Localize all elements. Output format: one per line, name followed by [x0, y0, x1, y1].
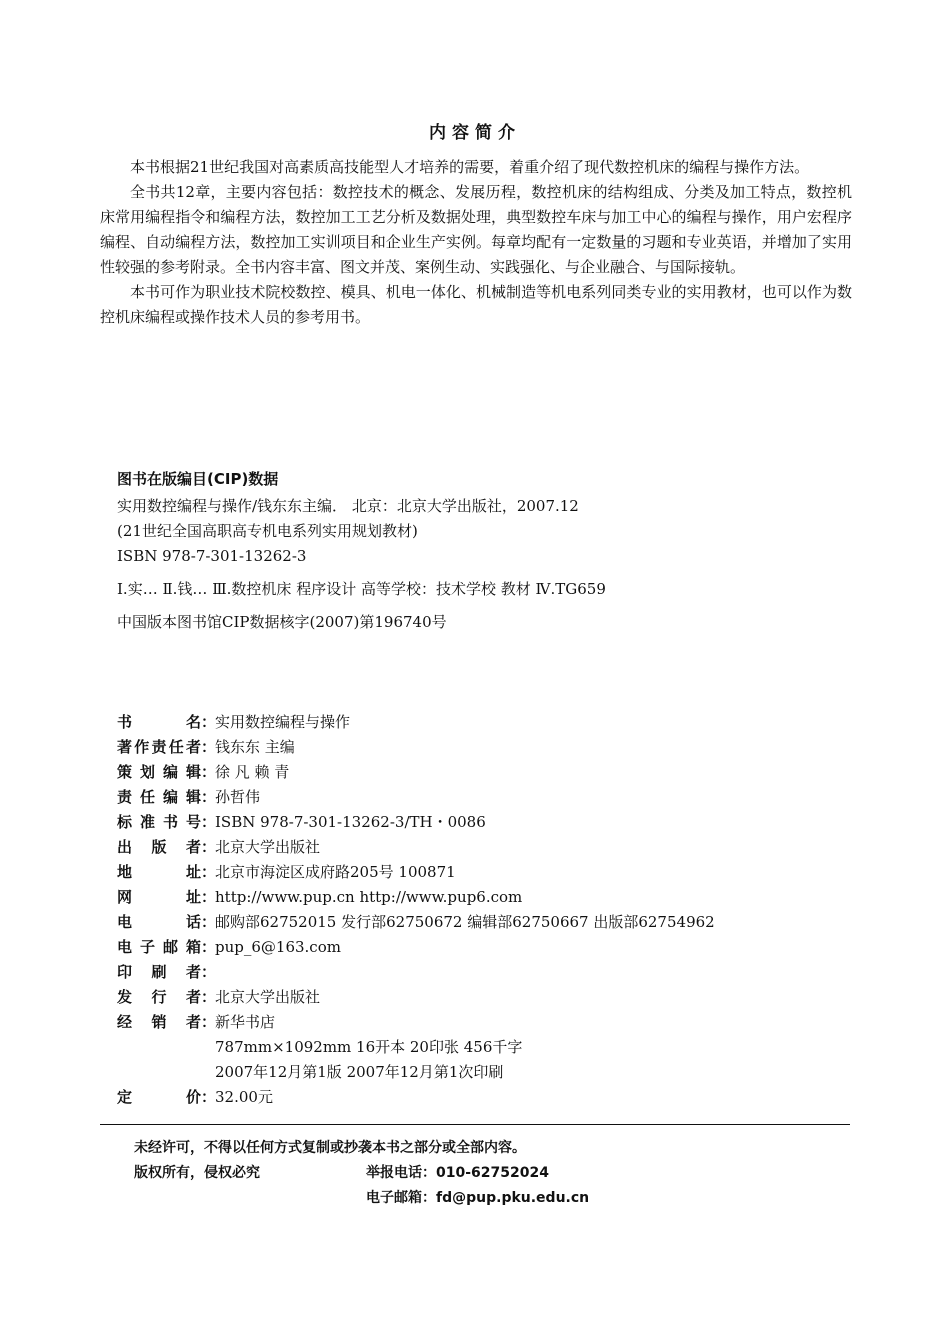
- cip-heading: 图书在版编目(CIP)数据: [117, 470, 279, 488]
- report-phone: 举报电话：010-62752024: [366, 1165, 549, 1181]
- info-value: 钱东东 主编: [215, 738, 295, 756]
- info-row: [117, 835, 837, 860]
- info-label: 网 址 ：: [117, 888, 217, 906]
- cip-isbn-line: ISBN 978-7-301-13262-3: [117, 547, 307, 565]
- info-row: [117, 860, 837, 885]
- info-row: [117, 935, 837, 960]
- rights-text: 版权所有，侵权必究: [134, 1165, 260, 1181]
- info-label: 著 作 责 任 者 ：: [117, 738, 217, 756]
- copy-notice: 未经许可，不得以任何方式复制或抄袭本书之部分或全部内容。: [134, 1140, 526, 1156]
- spec-row: 2007年12月第1版 2007年12月第1次印刷: [215, 1063, 504, 1081]
- info-value: http://www.pup.cn http://www.pup6.com: [215, 888, 523, 906]
- info-value: 邮购部62752015 发行部62750672 编辑部62750667 出版部62754962: [215, 913, 715, 931]
- info-row: [117, 1010, 837, 1035]
- info-row: [117, 760, 837, 785]
- info-label: 出 版 者 ：: [117, 838, 217, 856]
- page-title: 内容简介: [429, 123, 521, 143]
- info-value: 北京市海淀区成府路205号 100871: [215, 863, 456, 881]
- cip-title-line: 实用数控编程与操作/钱东东主编． 北京：北京大学出版社，2007.12: [117, 497, 579, 515]
- info-row: [117, 735, 837, 760]
- info-label: 责 任 编 辑 ：: [117, 788, 217, 806]
- info-value: ISBN 978-7-301-13262-3/TH・0086: [215, 813, 486, 831]
- email-line: [134, 1186, 834, 1211]
- info-value: 徐 凡 赖 青: [215, 763, 290, 781]
- info-value: 32.00元: [215, 1088, 273, 1106]
- info-row: [117, 985, 837, 1010]
- info-label: 定 价 ：: [117, 1088, 217, 1106]
- info-value: 新华书店: [215, 1013, 276, 1031]
- info-row: [117, 785, 837, 810]
- info-label: 电 子 邮 箱 ：: [117, 938, 217, 956]
- cip-classification-line: Ⅰ.实… Ⅱ.钱… Ⅲ.数控机床 程序设计 高等学校：技术学校 教材 Ⅳ.TG659: [117, 580, 606, 598]
- publication-info: [117, 710, 837, 1110]
- info-value: 北京大学出版社: [215, 838, 321, 856]
- info-row: [117, 885, 837, 910]
- info-value: 北京大学出版社: [215, 988, 321, 1006]
- cip-data-block: [117, 468, 837, 635]
- info-label: 经 销 者 ：: [117, 1013, 217, 1031]
- intro-paragraph: 本书根据21世纪我国对高素质高技能型人才培养的需要，着重介绍了现代数控机床的编程与操作方法。: [130, 158, 810, 176]
- info-label: 标 准 书 号 ：: [117, 813, 217, 831]
- copyright-notice: [134, 1136, 834, 1211]
- spec-row: 787mm×1092mm 16开本 20印张 456千字: [215, 1038, 523, 1056]
- info-row: [117, 960, 837, 985]
- rights-line: [134, 1161, 834, 1186]
- cip-series-line: (21世纪全国高职高专机电系列实用规划教材): [117, 522, 418, 540]
- info-row: [117, 910, 837, 935]
- book-introduction: [100, 155, 852, 330]
- report-email: 电子邮箱：fd@pup.pku.edu.cn: [366, 1190, 590, 1206]
- price-row: [117, 1085, 837, 1110]
- divider-line: [100, 1124, 850, 1125]
- info-label: 书 名 ：: [117, 713, 217, 731]
- info-row: [117, 810, 837, 835]
- info-label: 策 划 编 辑 ：: [117, 763, 217, 781]
- intro-paragraph: 本书可作为职业技术院校数控、模具、机电一体化、机械制造等机电系列同类专业的实用教材，也可以作为数控机床编程或操作技术人员的参考用书。: [100, 283, 852, 326]
- info-value: 实用数控编程与操作: [215, 713, 351, 731]
- info-label: 发 行 者 ：: [117, 988, 217, 1006]
- info-value: 孙哲伟: [215, 788, 261, 806]
- info-label: 印 刷 者 ：: [117, 963, 217, 981]
- info-label: 地 址 ：: [117, 863, 217, 881]
- info-value: pup_6@163.com: [215, 938, 341, 956]
- info-row: [117, 710, 837, 735]
- info-label: 电 话 ：: [117, 913, 217, 931]
- cip-record-line: 中国版本图书馆CIP数据核字(2007)第196740号: [117, 613, 447, 631]
- intro-paragraph: 全书共12章，主要内容包括：数控技术的概念、发展历程，数控机床的结构组成、分类及加工特点，数控机床常用编程指令和编程方法，数控加工工艺分析及数据处理，典型数控车床与加工中心的编程与操作，用户宏程序编程、自动编程方法，数控加工实训项目和企业生产实例。每章均配有一定数量的习题和专业英语，并增加了实用性较强的参考附录。全书内容丰富、图文并茂、案例生动、实践强化、与企业融合、与国际接轨。: [100, 183, 852, 276]
